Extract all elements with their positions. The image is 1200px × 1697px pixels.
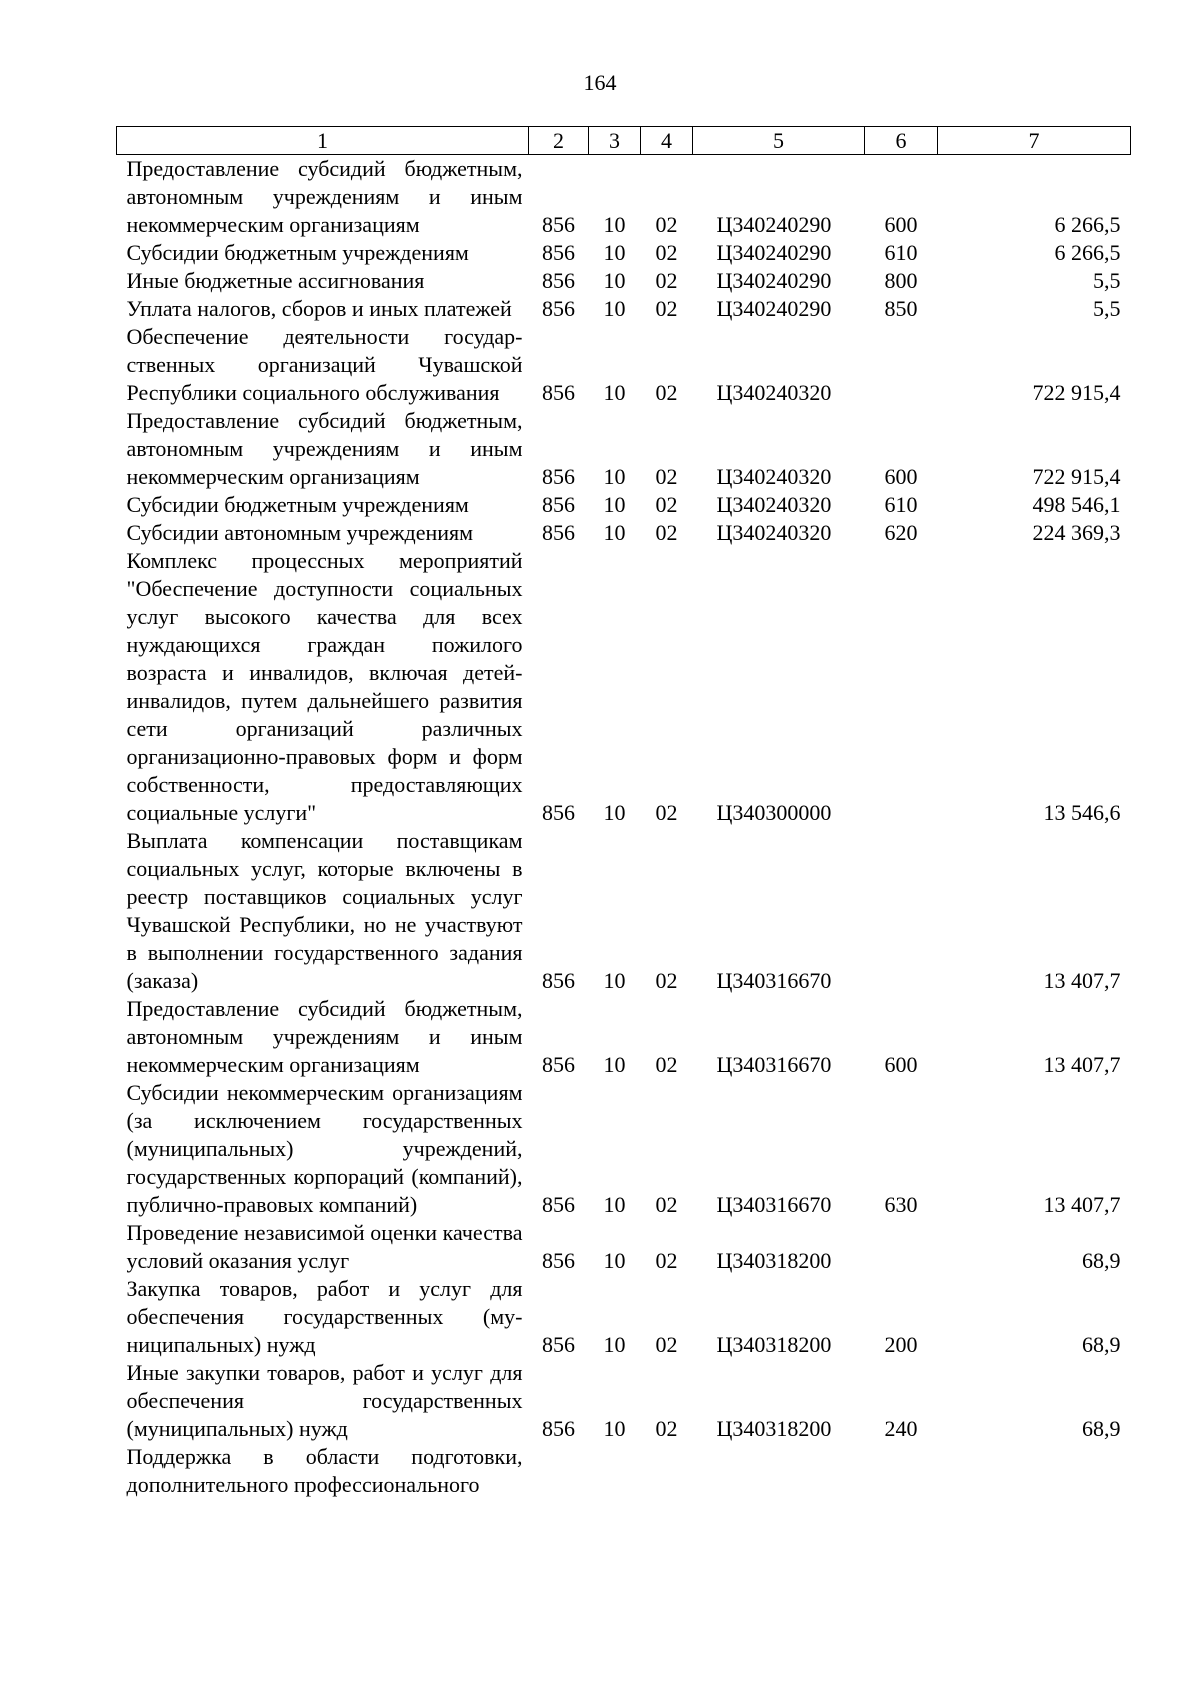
section-code: 10 bbox=[603, 1052, 626, 1077]
header-col-1: 1 bbox=[117, 127, 529, 155]
amount: 722 915,4 bbox=[1032, 464, 1121, 489]
subsection-code: 02 bbox=[655, 492, 678, 517]
section-code: 10 bbox=[603, 800, 626, 825]
subsection-code: 02 bbox=[655, 380, 678, 405]
subsection-code: 02 bbox=[655, 1416, 678, 1441]
amount: 5,5 bbox=[1093, 268, 1121, 293]
section-code bbox=[589, 1443, 641, 1499]
section-code: 10 bbox=[603, 968, 626, 993]
table-row bbox=[117, 1359, 1131, 1443]
subsection-code: 02 bbox=[655, 800, 678, 825]
row-name: Субсидии бюджетным учреждениям bbox=[126, 240, 469, 265]
admin-code: 856 bbox=[542, 380, 575, 405]
admin-code: 856 bbox=[542, 296, 575, 321]
admin-code: 856 bbox=[542, 1416, 575, 1441]
target-article: Ц340240290 bbox=[716, 296, 832, 321]
budget-table bbox=[116, 126, 1131, 1499]
row-name: Субсидии некоммерческим организациям (за исключением государственных (муниципальных) учреждений, государственных корпораций (компаний), публично-правовых компаний) bbox=[126, 1080, 523, 1217]
amount: 13 546,6 bbox=[1043, 800, 1121, 825]
table-row bbox=[117, 267, 1131, 295]
header-col-4: 4 bbox=[641, 127, 693, 155]
row-name: Субсидии бюджетным учреждениям bbox=[126, 492, 469, 517]
target-article: Ц340300000 bbox=[716, 800, 832, 825]
target-article: Ц340240290 bbox=[716, 212, 832, 237]
admin-code: 856 bbox=[542, 1052, 575, 1077]
row-name: Проведение независимой оценки качества условий оказания услуг bbox=[126, 1220, 523, 1273]
expense-type: 600 bbox=[884, 212, 918, 237]
amount: 6 266,5 bbox=[1054, 240, 1121, 265]
header-col-2: 2 bbox=[529, 127, 589, 155]
admin-code: 856 bbox=[542, 268, 575, 293]
admin-code: 856 bbox=[542, 464, 575, 489]
section-code: 10 bbox=[603, 1416, 626, 1441]
section-code: 10 bbox=[603, 1332, 626, 1357]
expense-type bbox=[865, 1443, 938, 1499]
table-row bbox=[117, 295, 1131, 323]
row-name: Предоставление субсидий бюджетным, автономным учреждениям и иным некоммерческим организациям bbox=[126, 156, 523, 237]
admin-code: 856 bbox=[542, 212, 575, 237]
expense-type bbox=[865, 547, 938, 827]
table-row bbox=[117, 547, 1131, 827]
row-name: Предоставление субсидий бюджетным, автономным учреждениям и иным некоммерческим организациям bbox=[126, 408, 523, 489]
target-article: Ц340316670 bbox=[716, 1052, 832, 1077]
subsection-code: 02 bbox=[655, 1192, 678, 1217]
target-article: Ц340316670 bbox=[716, 968, 832, 993]
section-code: 10 bbox=[603, 464, 626, 489]
expense-type: 240 bbox=[884, 1416, 918, 1441]
amount: 13 407,7 bbox=[1043, 968, 1121, 993]
target-article: Ц340240320 bbox=[716, 492, 832, 517]
admin-code: 856 bbox=[542, 520, 575, 545]
expense-type: 610 bbox=[884, 240, 918, 265]
row-name: Закупка товаров, работ и услуг для обеспечения государственных (муниципальных) нужд bbox=[126, 1276, 523, 1357]
subsection-code: 02 bbox=[655, 464, 678, 489]
target-article: Ц340318200 bbox=[716, 1248, 832, 1273]
table-row bbox=[117, 1275, 1131, 1359]
target-article: Ц340240320 bbox=[716, 464, 832, 489]
target-article: Ц340316670 bbox=[716, 1192, 832, 1217]
section-code: 10 bbox=[603, 296, 626, 321]
target-article: Ц340318200 bbox=[716, 1332, 832, 1357]
amount: 722 915,4 bbox=[1032, 380, 1121, 405]
page-number: 164 bbox=[583, 70, 617, 95]
section-code: 10 bbox=[603, 212, 626, 237]
subsection-code: 02 bbox=[655, 1248, 678, 1273]
row-name: Поддержка в области подготовки, дополнительного профессионального bbox=[126, 1444, 523, 1497]
row-name: Субсидии автономным учреждениям bbox=[126, 520, 474, 545]
admin-code: 856 bbox=[542, 492, 575, 517]
amount bbox=[938, 1443, 1131, 1499]
expense-type: 610 bbox=[884, 492, 918, 517]
amount: 68,9 bbox=[1082, 1248, 1121, 1273]
section-code: 10 bbox=[603, 1248, 626, 1273]
target-article: Ц340318200 bbox=[716, 1416, 832, 1441]
amount: 13 407,7 bbox=[1043, 1192, 1121, 1217]
table-row bbox=[117, 491, 1131, 519]
subsection-code: 02 bbox=[655, 212, 678, 237]
subsection-code: 02 bbox=[655, 1332, 678, 1357]
section-code: 10 bbox=[603, 1192, 626, 1217]
subsection-code: 02 bbox=[655, 1052, 678, 1077]
section-code: 10 bbox=[603, 520, 626, 545]
amount: 224 369,3 bbox=[1032, 520, 1121, 545]
table-row bbox=[117, 1079, 1131, 1219]
subsection-code: 02 bbox=[655, 296, 678, 321]
target-article bbox=[693, 1443, 865, 1499]
row-name: Комплекс процессных мероприятий "Обеспечение доступности социальных услуг высокого качества для всех нуждающихся граждан пожилого возраста и инвалидов, включая детей-инвалидов, путем дальнейшего развития сети организаций различных организационно-правовых форм и форм собственности, предоставляющих социальные услуги" bbox=[126, 548, 523, 825]
row-name: Иные бюджетные ассигнования bbox=[126, 268, 425, 293]
header-col-7: 7 bbox=[938, 127, 1131, 155]
header-col-6: 6 bbox=[865, 127, 938, 155]
table-row bbox=[117, 1443, 1131, 1499]
expense-type: 620 bbox=[884, 520, 918, 545]
table-row bbox=[117, 407, 1131, 491]
amount: 498 546,1 bbox=[1032, 492, 1121, 517]
table-row bbox=[117, 519, 1131, 547]
expense-type bbox=[865, 1219, 938, 1275]
admin-code: 856 bbox=[542, 1192, 575, 1217]
subsection-code: 02 bbox=[655, 240, 678, 265]
row-name: Выплата компенсации поставщикам социальных услуг, которые включены в реестр поставщиков социальных услуг Чувашской Республики, но не участвуют в выполнении государственного задания (заказа) bbox=[126, 828, 523, 993]
row-name: Уплата налогов, сборов и иных платежей bbox=[126, 296, 512, 321]
expense-type: 600 bbox=[884, 464, 918, 489]
table-row bbox=[117, 827, 1131, 995]
expense-type: 600 bbox=[884, 1052, 918, 1077]
expense-type bbox=[865, 827, 938, 995]
section-code: 10 bbox=[603, 492, 626, 517]
table-row bbox=[117, 323, 1131, 407]
target-article: Ц340240290 bbox=[716, 268, 832, 293]
subsection-code: 02 bbox=[655, 968, 678, 993]
table-row bbox=[117, 155, 1131, 240]
amount: 5,5 bbox=[1093, 296, 1121, 321]
expense-type: 200 bbox=[884, 1332, 918, 1357]
section-code: 10 bbox=[603, 268, 626, 293]
table-row bbox=[117, 995, 1131, 1079]
table-header bbox=[117, 127, 1131, 155]
row-name: Иные закупки товаров, работ и услуг для обеспечения государственных (муниципальных) нужд bbox=[126, 1360, 523, 1441]
amount: 6 266,5 bbox=[1054, 212, 1121, 237]
header-col-3: 3 bbox=[589, 127, 641, 155]
section-code: 10 bbox=[603, 240, 626, 265]
expense-type: 630 bbox=[884, 1192, 918, 1217]
amount: 13 407,7 bbox=[1043, 1052, 1121, 1077]
subsection-code bbox=[641, 1443, 693, 1499]
admin-code: 856 bbox=[542, 800, 575, 825]
header-col-5: 5 bbox=[693, 127, 865, 155]
row-name: Обеспечение деятельности государственных организаций Чувашской Республики социального обслуживания bbox=[126, 324, 523, 405]
subsection-code: 02 bbox=[655, 268, 678, 293]
admin-code: 856 bbox=[542, 968, 575, 993]
expense-type: 850 bbox=[884, 296, 918, 321]
table-body bbox=[117, 155, 1131, 1500]
target-article: Ц340240320 bbox=[716, 520, 832, 545]
expense-type: 800 bbox=[884, 268, 918, 293]
expense-type bbox=[865, 323, 938, 407]
subsection-code: 02 bbox=[655, 520, 678, 545]
admin-code: 856 bbox=[542, 1248, 575, 1273]
admin-code: 856 bbox=[542, 1332, 575, 1357]
admin-code bbox=[529, 1443, 589, 1499]
target-article: Ц340240320 bbox=[716, 380, 832, 405]
section-code: 10 bbox=[603, 380, 626, 405]
admin-code: 856 bbox=[542, 240, 575, 265]
amount: 68,9 bbox=[1082, 1416, 1121, 1441]
target-article: Ц340240290 bbox=[716, 240, 832, 265]
table-row bbox=[117, 1219, 1131, 1275]
table-row bbox=[117, 239, 1131, 267]
amount: 68,9 bbox=[1082, 1332, 1121, 1357]
row-name: Предоставление субсидий бюджетным, автономным учреждениям и иным некоммерческим организациям bbox=[126, 996, 523, 1077]
header-row bbox=[117, 127, 1131, 155]
